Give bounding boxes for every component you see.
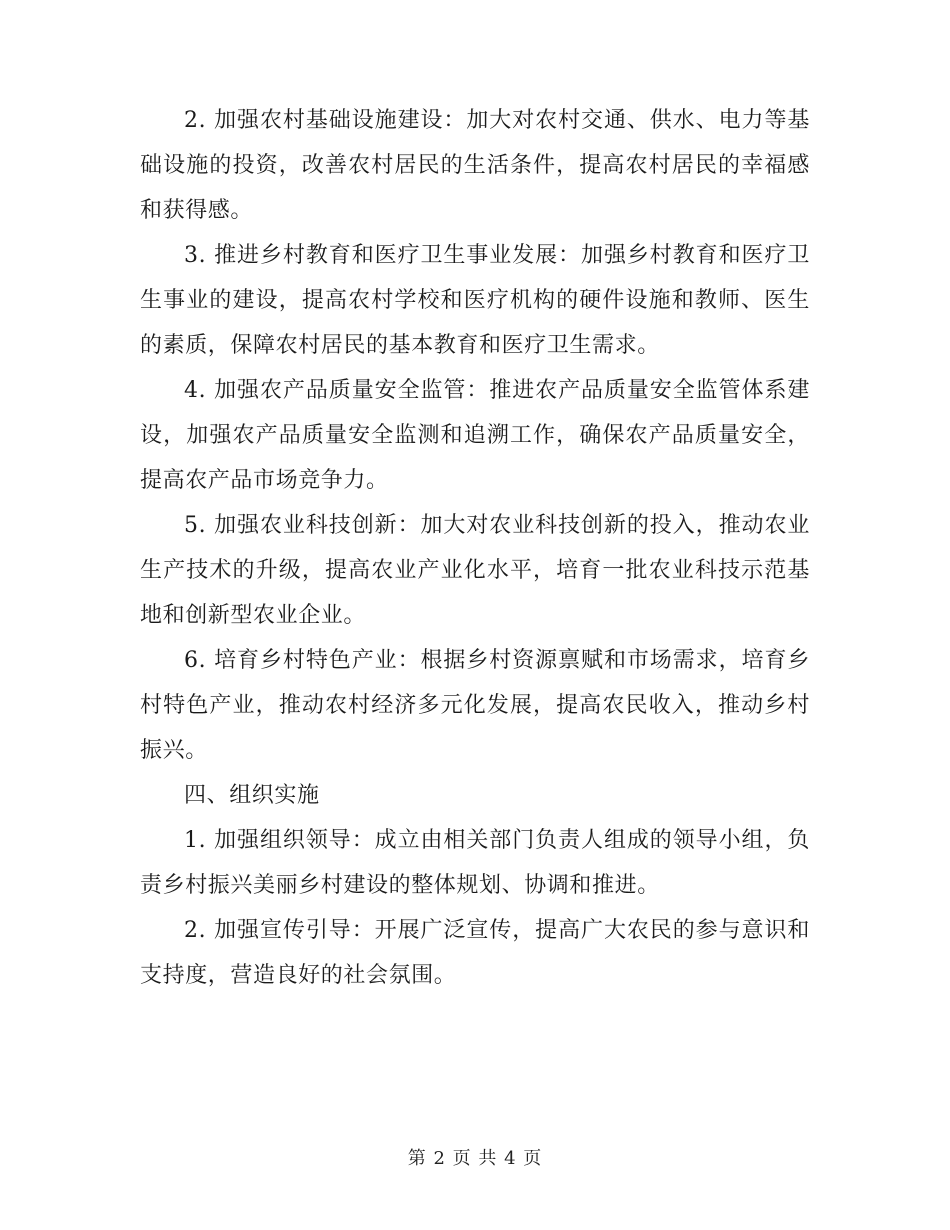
paragraph-agri-tech: 5. 加强农业科技创新：加大对农业科技创新的投入，推动农业生产技术的升级，提高农业产业化水平，培育一批农业科技示范基地和创新型农业企业。 [140,513,810,628]
document-body [140,98,810,998]
paragraph-food-safety: 4. 加强农产品质量安全监管：推进农产品质量安全监管体系建设，加强农产品质量安全监测和追溯工作，确保农产品质量安全，提高农产品市场竞争力。 [140,378,810,493]
paragraph-special-industry: 6. 培育乡村特色产业：根据乡村资源禀赋和市场需求，培育乡村特色产业，推动农村经济多元化发展，提高农民收入，推动乡村振兴。 [140,648,810,763]
paragraph-publicity: 2. 加强宣传引导：开展广泛宣传，提高广大农民的参与意识和支持度，营造良好的社会氛围。 [140,918,810,988]
paragraph-education-health: 3. 推进乡村教育和医疗卫生事业发展：加强乡村教育和医疗卫生事业的建设，提高农村学校和医疗机构的硬件设施和教师、医生的素质，保障农村居民的基本教育和医疗卫生需求。 [140,243,810,358]
paragraph-organization-leadership: 1. 加强组织领导：成立由相关部门负责人组成的领导小组，负责乡村振兴美丽乡村建设的整体规划、协调和推进。 [140,828,810,898]
paragraph-infrastructure: 2. 加强农村基础设施建设：加大对农村交通、供水、电力等基础设施的投资，改善农村居民的生活条件，提高农村居民的幸福感和获得感。 [140,108,810,223]
section-heading: 四、组织实施 [184,783,320,808]
page-number-footer: 第 2 页 共 4 页 [407,1148,543,1169]
